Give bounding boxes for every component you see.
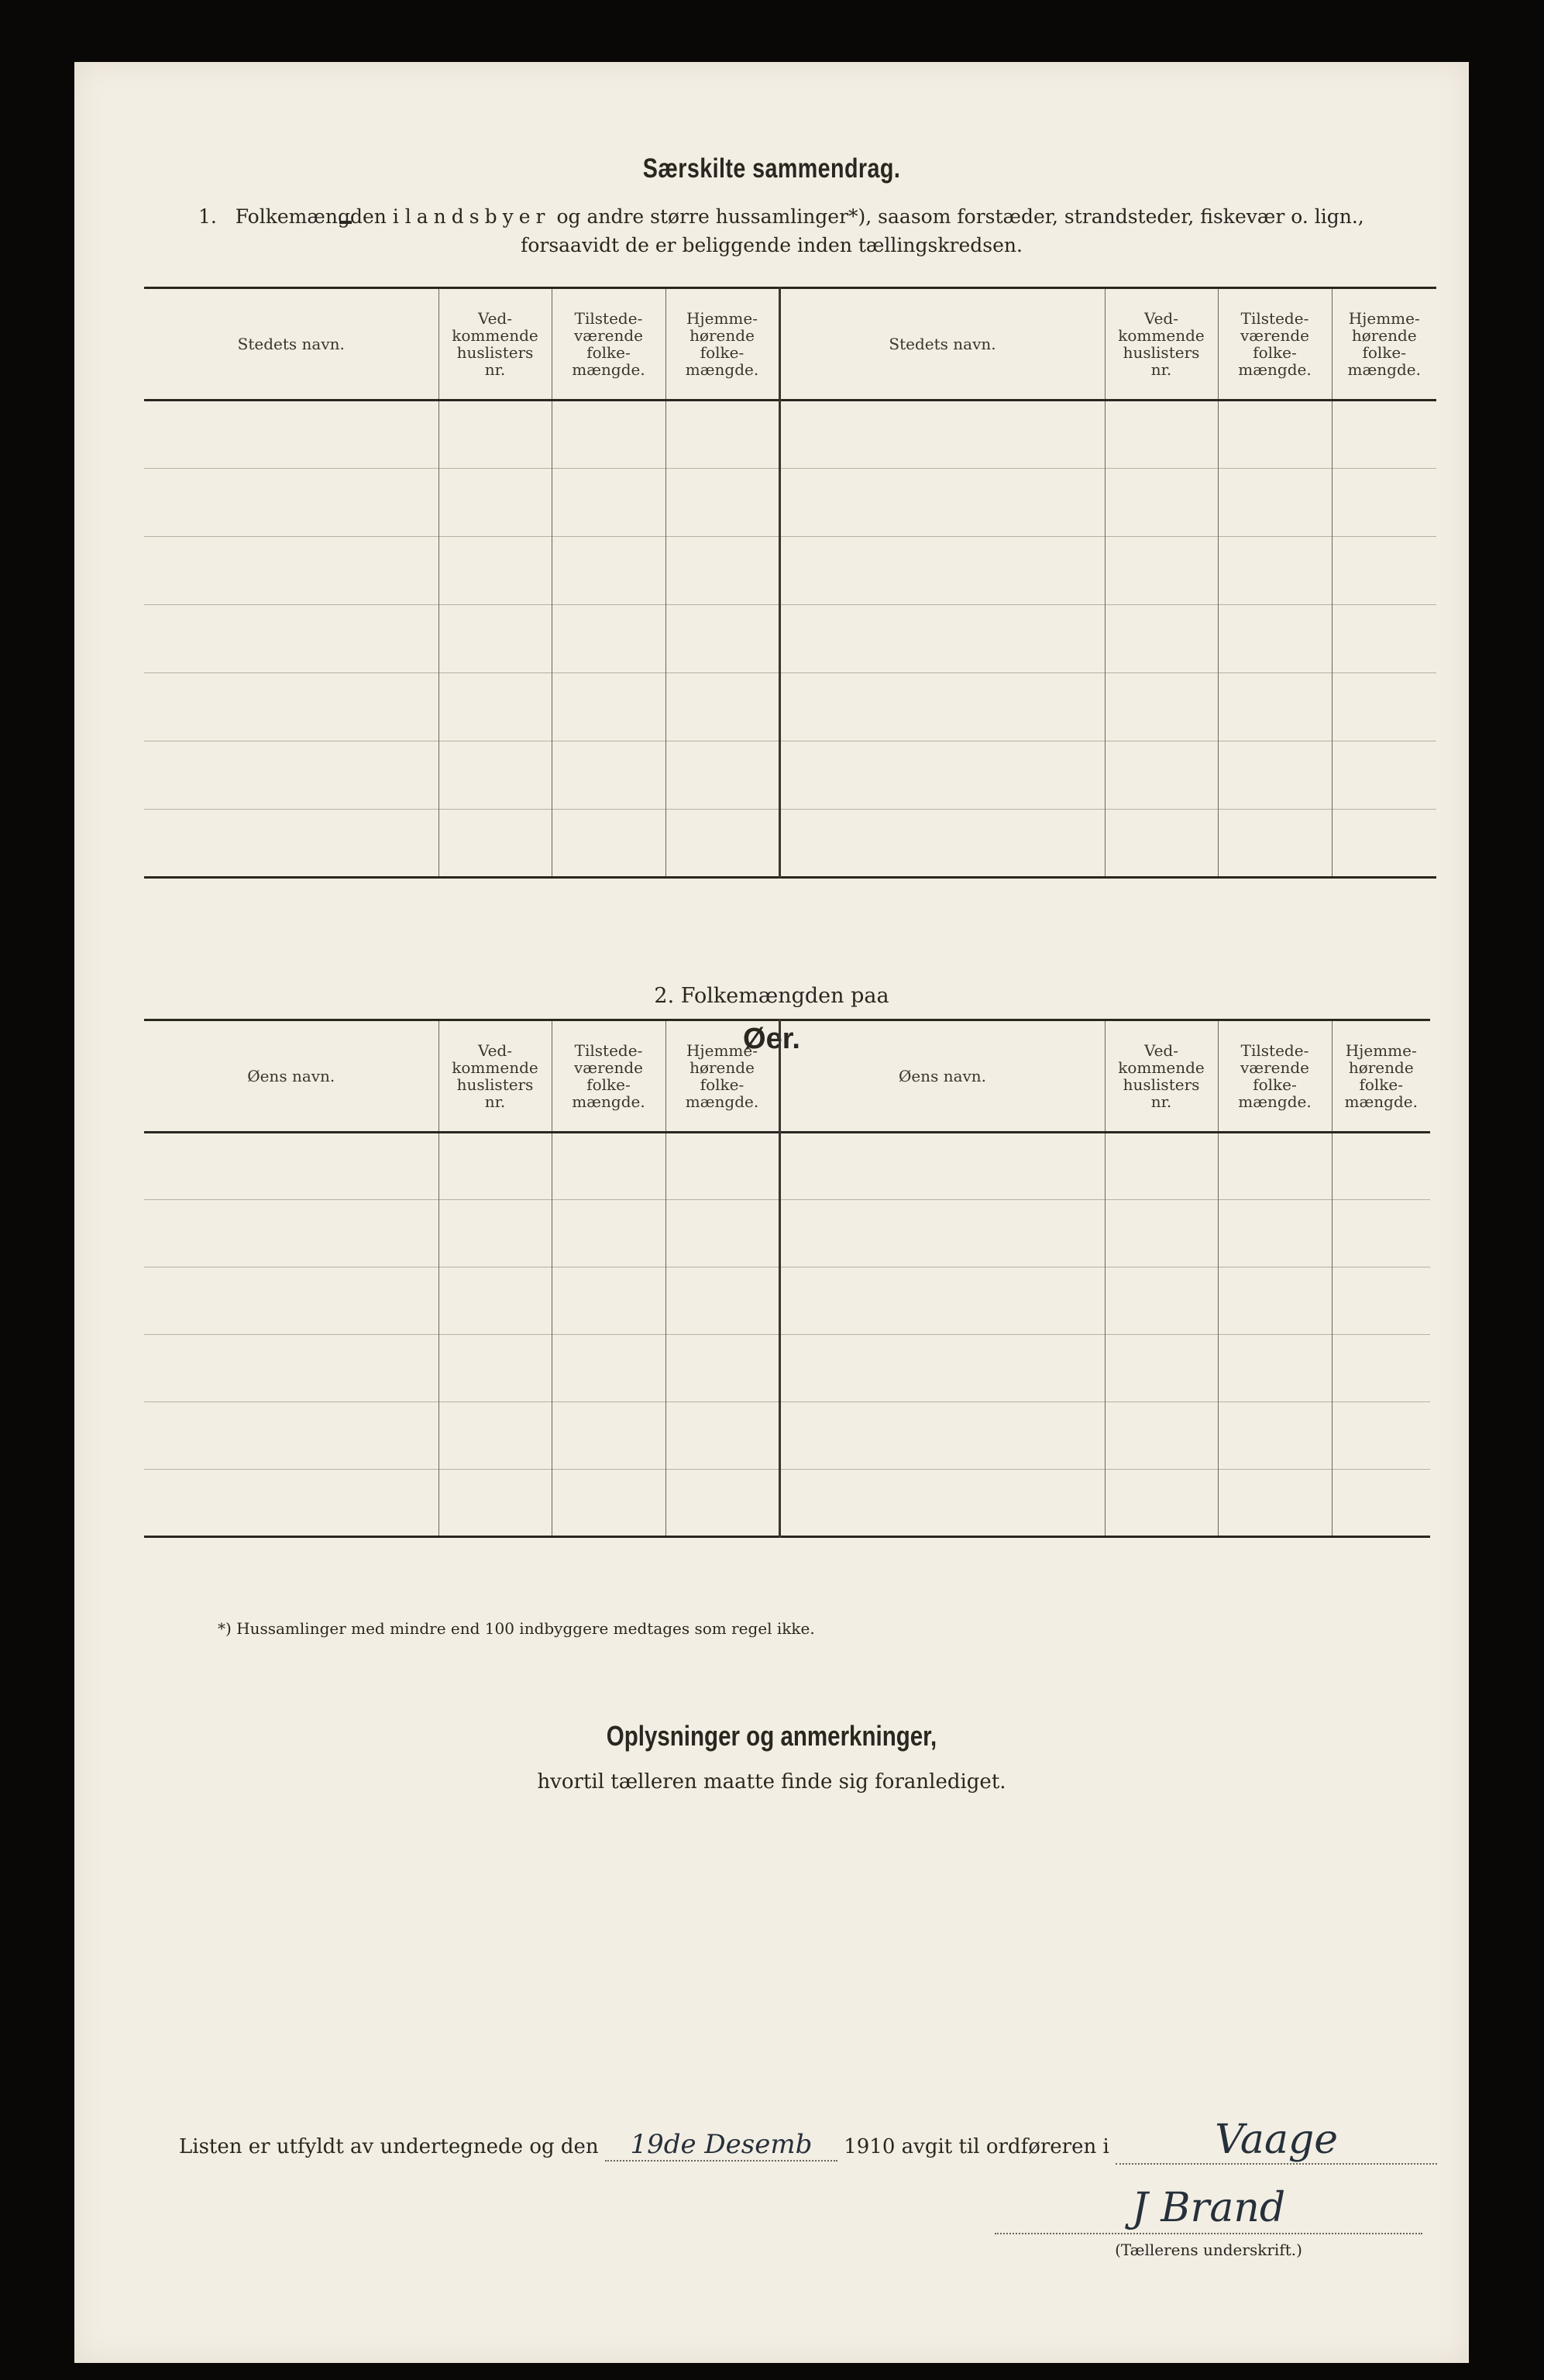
section1-intro-spaced: landsbyer	[404, 205, 551, 228]
table-cell	[438, 401, 552, 469]
table-cell	[779, 810, 1105, 878]
municipality-field: Vaage	[1116, 2117, 1437, 2165]
table-cell	[1218, 1200, 1332, 1267]
col-present-population: Tilstede- værende folke- mængde.	[552, 288, 665, 401]
table-cell	[438, 1402, 552, 1470]
table-cell	[144, 605, 438, 673]
col-resident-population-right: Hjemme- hørende folke- mængde.	[1332, 1020, 1430, 1133]
table-cell	[552, 673, 665, 741]
table-cell	[1332, 1335, 1430, 1402]
col-resident-population-right: Hjemme- hørende folke- mængde.	[1332, 288, 1436, 401]
table-cell	[144, 469, 438, 537]
col-present-population: Tilstede- værende folke- mængde.	[552, 1020, 665, 1133]
table-cell	[779, 1200, 1105, 1267]
table-cell	[1332, 469, 1436, 537]
enumerator-signature: J Brand	[1131, 2185, 1286, 2231]
col-island-name-right: Øens navn.	[779, 1020, 1105, 1133]
table-cell	[1218, 401, 1332, 469]
table-cell	[1332, 605, 1436, 673]
table-cell	[1218, 673, 1332, 741]
table-cell	[552, 1267, 665, 1335]
table-cell	[1105, 1470, 1218, 1537]
statement-middle: avgit til ordføreren i	[901, 2135, 1109, 2158]
col-list-number: Ved- kommende huslisters nr.	[438, 1020, 552, 1133]
table-cell	[552, 1402, 665, 1470]
table-cell	[144, 1267, 438, 1335]
table-cell	[665, 1267, 779, 1335]
table-header-row	[144, 1020, 1430, 1133]
table-cell	[144, 673, 438, 741]
table-cell	[779, 1267, 1105, 1335]
table-cell	[1332, 1267, 1430, 1335]
table-cell	[144, 537, 438, 605]
table-row	[144, 1133, 1430, 1200]
table-cell	[1105, 673, 1218, 741]
table-cell	[1332, 1133, 1430, 1200]
section2-title: Øer.	[743, 1023, 800, 1055]
table-cell	[144, 741, 438, 810]
table-cell	[665, 810, 779, 878]
table-cell	[144, 1335, 438, 1402]
remarks-title: Oplysninger og anmerkninger,	[606, 1720, 937, 1752]
col-list-number-right: Ved- kommende huslisters nr.	[1105, 1020, 1218, 1133]
villages-table	[144, 287, 1436, 879]
table-row	[144, 1200, 1430, 1267]
table-cell	[779, 1133, 1105, 1200]
signature-block	[995, 2185, 1422, 2259]
table-cell	[552, 741, 665, 810]
table-cell	[1105, 605, 1218, 673]
table-cell	[1218, 1470, 1332, 1537]
table-cell	[144, 401, 438, 469]
remarks-subtitle: hvortil tælleren maatte finde sig foranlediget.	[537, 1770, 1006, 1794]
table-cell	[665, 1402, 779, 1470]
table-header-row	[144, 288, 1436, 401]
table-row	[144, 1470, 1430, 1537]
footnote: *) Hussamlinger med mindre end 100 indbyggere medtages som regel ikke.	[218, 1619, 815, 1638]
table-cell	[1105, 1402, 1218, 1470]
table-cell	[1105, 741, 1218, 810]
section1-intro-b: og andre større hussamlinger*), saasom forstæder, strandsteder, fiskevær o. lign.,	[556, 205, 1364, 228]
table-cell	[1105, 401, 1218, 469]
table-cell	[779, 1335, 1105, 1402]
table-cell	[438, 1200, 552, 1267]
table-cell	[779, 673, 1105, 741]
table-row	[144, 605, 1436, 673]
table-cell	[552, 401, 665, 469]
table-cell	[438, 741, 552, 810]
table-cell	[779, 1470, 1105, 1537]
table-row	[144, 810, 1436, 878]
table-cell	[438, 1133, 552, 1200]
table-cell	[1218, 1335, 1332, 1402]
table-cell	[665, 605, 779, 673]
col-place-name: Stedets navn.	[237, 335, 345, 353]
table-cell	[1105, 1335, 1218, 1402]
table-cell	[144, 1402, 438, 1470]
table-row	[144, 1267, 1430, 1335]
table-cell	[1218, 605, 1332, 673]
table-cell	[438, 605, 552, 673]
table-cell	[1218, 1402, 1332, 1470]
page-title: Særskilte sammendrag.	[642, 153, 901, 184]
table-cell	[552, 1335, 665, 1402]
table-row	[144, 1335, 1430, 1402]
table-cell	[552, 1133, 665, 1200]
table-cell	[1105, 1133, 1218, 1200]
table-cell	[779, 537, 1105, 605]
table-cell	[552, 537, 665, 605]
table-cell	[144, 1200, 438, 1267]
signature-line	[995, 2233, 1422, 2234]
section1-intro-line2: forsaavidt de er beliggende inden tællingskredsen.	[521, 234, 1023, 256]
col-present-population-right: Tilstede- værende folke- mængde.	[1218, 288, 1332, 401]
col-list-number-right: Ved- kommende huslisters nr.	[1105, 288, 1218, 401]
table-cell	[438, 810, 552, 878]
table-row	[144, 1402, 1430, 1470]
table-cell	[665, 673, 779, 741]
table-cell	[1105, 1267, 1218, 1335]
table-cell	[1218, 741, 1332, 810]
col-list-number: Ved- kommende huslisters nr.	[438, 288, 552, 401]
table-cell	[779, 741, 1105, 810]
table-cell	[1105, 469, 1218, 537]
table-cell	[438, 1335, 552, 1402]
table-row	[144, 537, 1436, 605]
table-cell	[1105, 810, 1218, 878]
section1-intro	[198, 205, 1364, 228]
table-row	[144, 673, 1436, 741]
table-cell	[779, 1402, 1105, 1470]
table-cell	[1332, 537, 1436, 605]
table-cell	[1332, 1200, 1430, 1267]
table-cell	[779, 605, 1105, 673]
islands-table	[144, 1019, 1430, 1538]
table-row	[144, 401, 1436, 469]
section2-heading: 2. Folkemængden paa	[654, 984, 889, 1008]
table-cell	[438, 469, 552, 537]
census-form-page	[74, 62, 1469, 2363]
year-value: 1910	[844, 2135, 896, 2158]
table-cell	[665, 741, 779, 810]
col-present-population-right: Tilstede- værende folke- mængde.	[1218, 1020, 1332, 1133]
col-resident-population: Hjemme- hørende folke- mængde.	[665, 288, 779, 401]
table-cell	[665, 1335, 779, 1402]
table-cell	[665, 1200, 779, 1267]
col-island-name: Øens navn.	[247, 1067, 335, 1085]
table-cell	[1105, 1200, 1218, 1267]
table-cell	[438, 673, 552, 741]
table-cell	[779, 401, 1105, 469]
table-cell	[144, 1470, 438, 1537]
table-cell	[1218, 1133, 1332, 1200]
table-cell	[665, 401, 779, 469]
table-cell	[665, 1470, 779, 1537]
table-cell	[665, 537, 779, 605]
table-cell	[779, 469, 1105, 537]
table-cell	[1218, 810, 1332, 878]
table-cell	[1332, 1470, 1430, 1537]
date-field: 19de Desemb	[605, 2129, 837, 2162]
section1-number: 1.	[198, 205, 217, 228]
table-cell	[144, 1133, 438, 1200]
table-cell	[1218, 1267, 1332, 1335]
table-cell	[1332, 673, 1436, 741]
table-cell	[1332, 1402, 1430, 1470]
col-resident-population: Hjemme- hørende folke- mængde.	[665, 1020, 779, 1133]
table-cell	[438, 1267, 552, 1335]
table-cell	[1332, 810, 1436, 878]
table-cell	[552, 810, 665, 878]
table-cell	[665, 1133, 779, 1200]
table-cell	[552, 469, 665, 537]
statement-prefix: Listen er utfyldt av undertegnede og den	[179, 2135, 599, 2158]
table-cell	[1218, 469, 1332, 537]
table-cell	[1218, 537, 1332, 605]
table-row	[144, 469, 1436, 537]
table-cell	[144, 810, 438, 878]
table-cell	[438, 537, 552, 605]
table-cell	[1332, 401, 1436, 469]
table-row	[144, 741, 1436, 810]
table-cell	[665, 469, 779, 537]
table-cell	[552, 1470, 665, 1537]
table-cell	[1332, 741, 1436, 810]
section1-intro-a: Folkemængden i	[235, 205, 399, 228]
table-cell	[552, 1200, 665, 1267]
table-cell	[438, 1470, 552, 1537]
col-place-name-right: Stedets navn.	[779, 288, 1105, 401]
table-cell	[552, 605, 665, 673]
signature-caption: (Tællerens underskrift.)	[1115, 2241, 1302, 2259]
completion-statement	[179, 2117, 1437, 2165]
table-cell	[1105, 537, 1218, 605]
